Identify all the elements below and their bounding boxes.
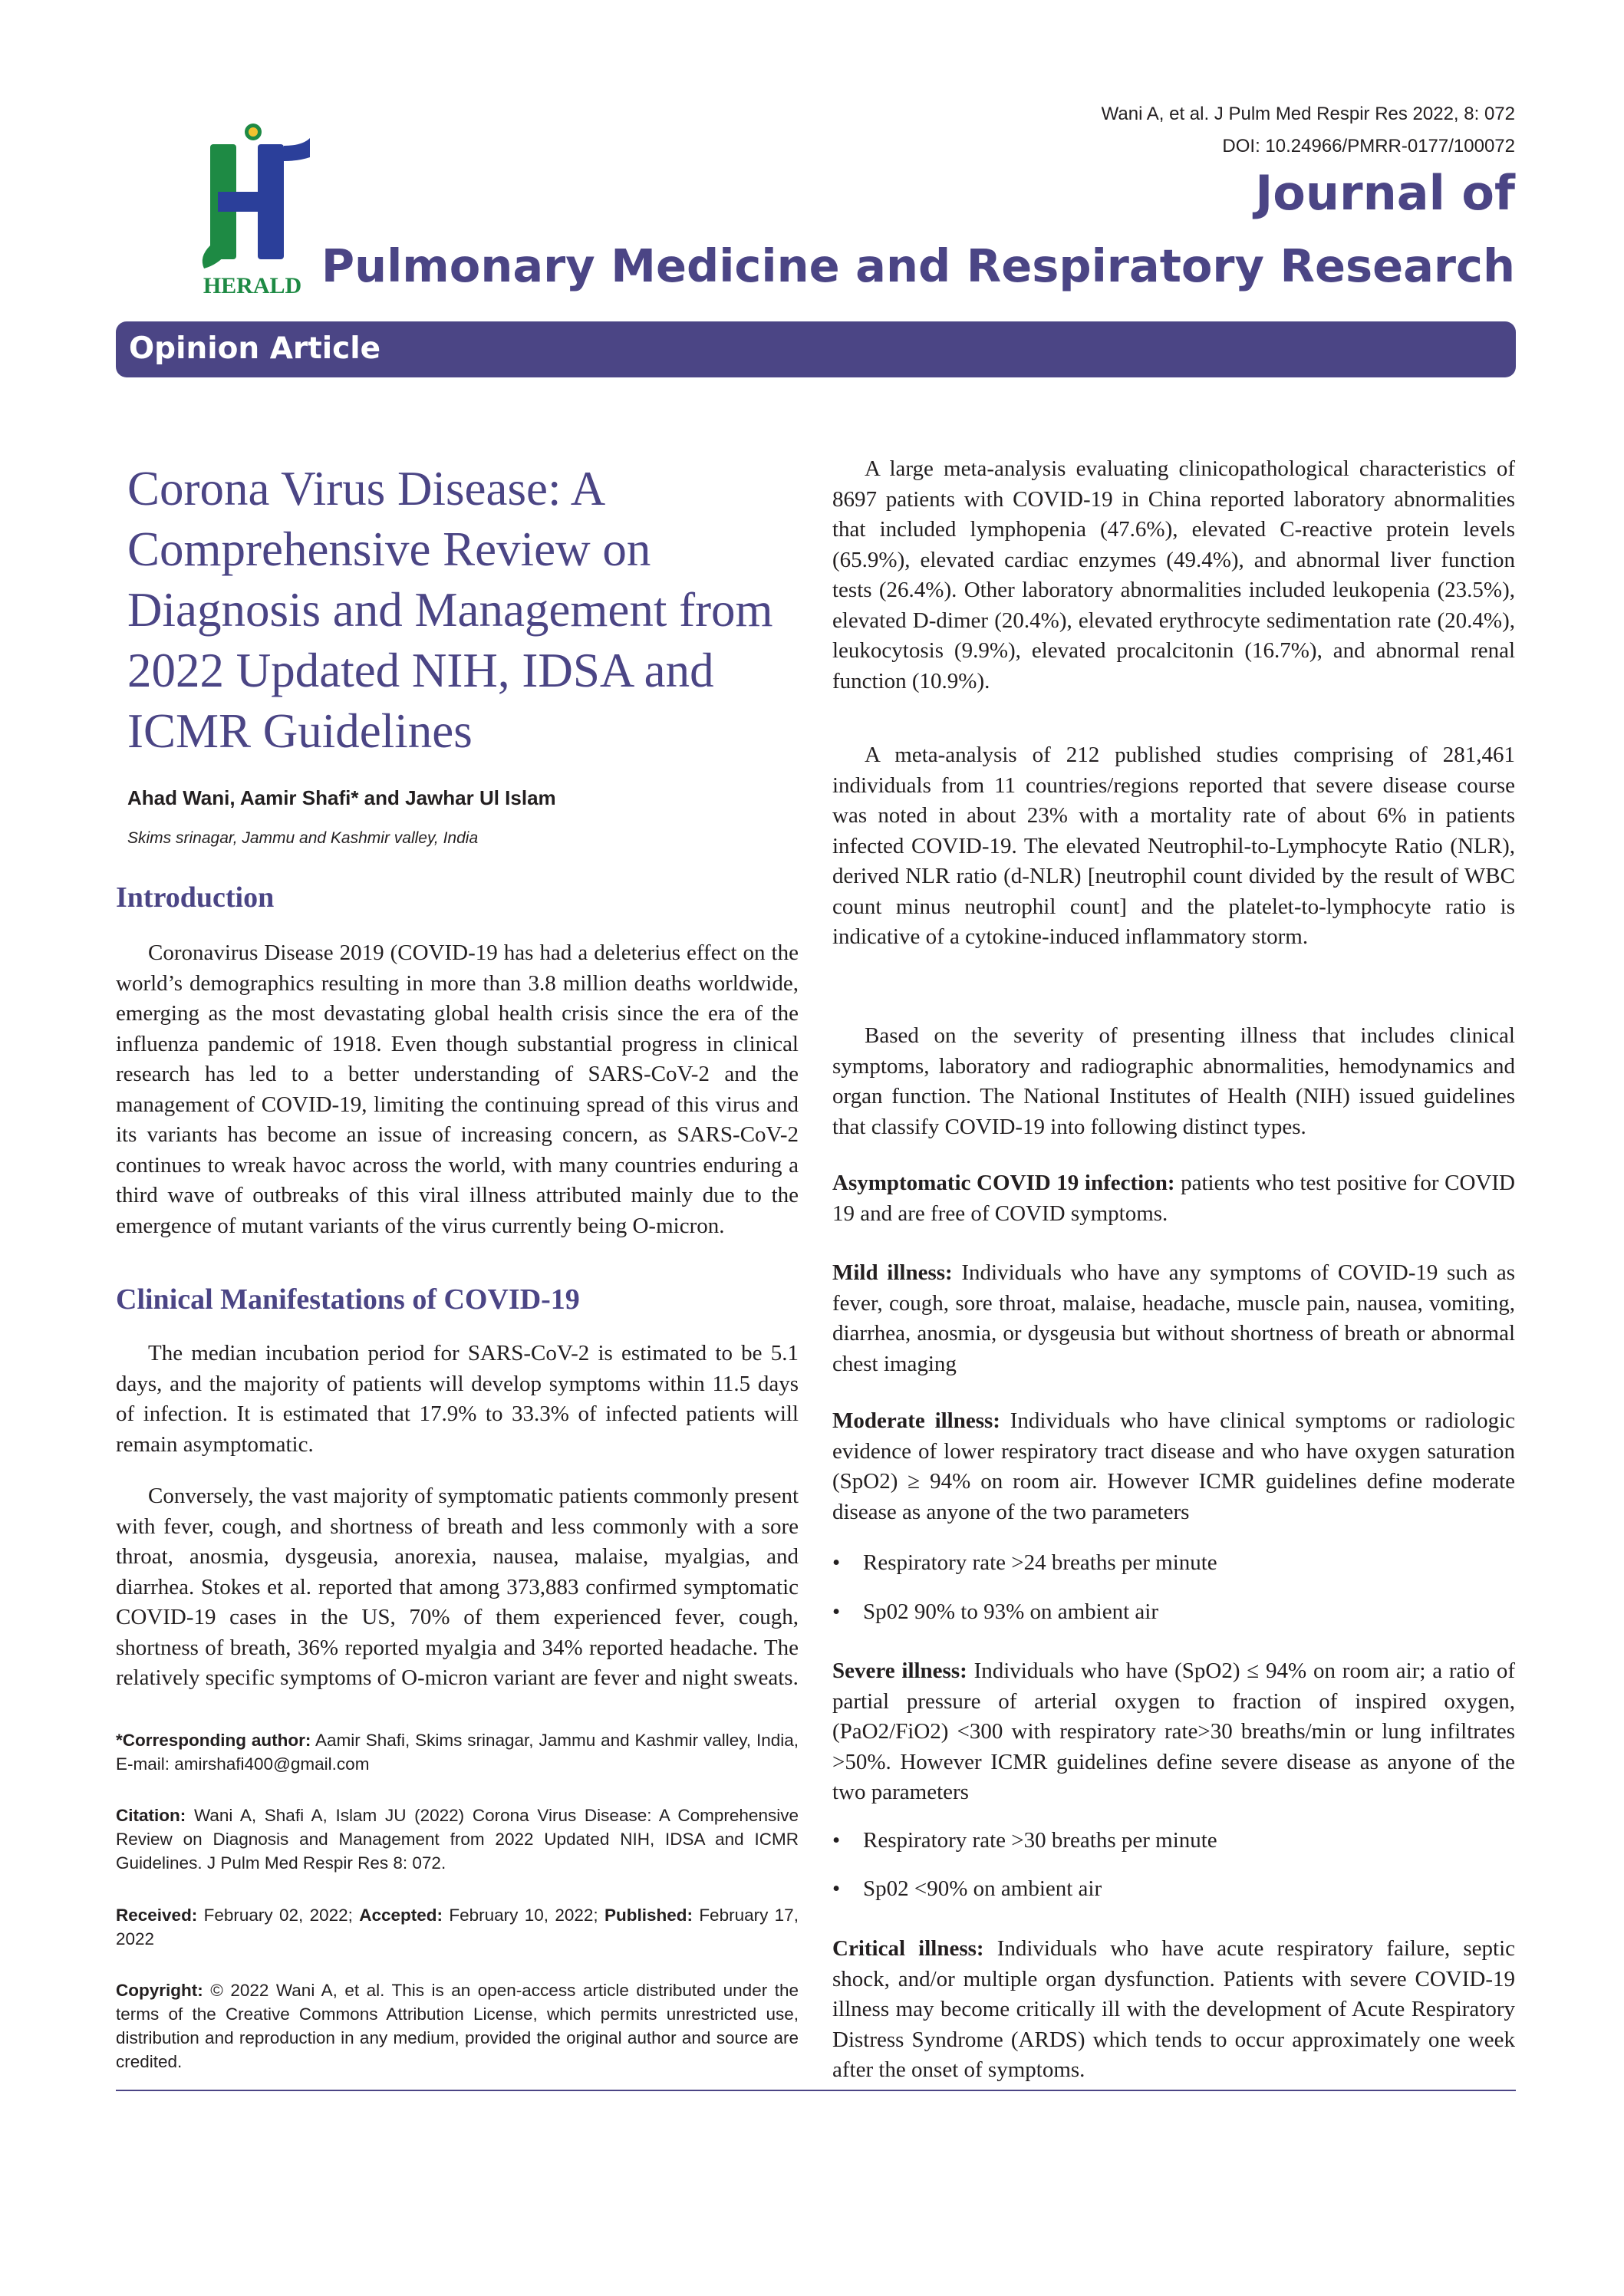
mild-illness-definition bbox=[832, 1258, 1515, 1379]
severe-text: Individuals who have (SpO2) ≤ 94% on room air; a ratio of partial pressure of arterial oxygen to fraction of inspired oxygen, (PaO2/FiO2) <300 with respiratory rate>30 breaths/min or lung infiltrates >50%. However ICMR guidelines define severe disease as anyone of the two parameters bbox=[832, 1659, 1515, 1804]
moderate-label: Moderate illness: bbox=[832, 1408, 1000, 1433]
corresponding-author-note bbox=[116, 1728, 799, 1776]
asymptomatic-text: patients who test positive for COVID 19 and are free of COVID symptoms. bbox=[832, 1171, 1516, 1226]
critical-label: Critical illness: bbox=[832, 1936, 984, 1961]
moderate-text: Individuals who have clinical symptoms or radiologic evidence of lower respiratory tract disease and who have oxygen saturation (SpO2) ≥ 94% on room air. However ICMR guidelines define moderate disease as anyone of the two parameters bbox=[832, 1408, 1515, 1524]
nih-classification-paragraph: Based on the severity of presenting illness that includes clinical symptoms, laboratory and radiographic abnormalities, hemodynamics and organ function. The National Institutes of Health (NIH) issued guidelines that classify COVID-19 into following distinct types. bbox=[832, 1023, 1515, 1139]
footer-divider bbox=[116, 2090, 1516, 2091]
journal-title-line2: Pulmonary Medicine and Respiratory Research bbox=[321, 239, 1515, 292]
asymptomatic-definition bbox=[832, 1168, 1515, 1229]
meta-analysis-paragraph: A meta-analysis of 212 published studies comprising of 281,461 individuals from 11 countries/regions reported that severe disease course was noted in about 23% with a mortality rate of about 6% in patients infected COVID-19. The elevated Neutrophil-to-Lymphocyte Ratio (NLR), derived NLR ratio (d-NLR) [neutrophil count divided by the result of WBC count minus neutrophil count] and the platelet-to-lymphocyte ratio is indicative of a cytokine-induced inflammatory storm. bbox=[832, 743, 1515, 949]
logo-wordmark: HERALD bbox=[203, 273, 302, 298]
clinical-manifestations-heading: Clinical Manifestations of COVID-19 bbox=[116, 1283, 580, 1316]
accepted-date: February 10, 2022; bbox=[449, 1906, 598, 1925]
mild-text: Individuals who have any symptoms of COVID-19 such as fever, cough, sore throat, malaise, headache, muscle pain, nausea, vomiting, diarrhea, anosmia, or dysgeusia but without shortness of breath or abnormal chest imaging bbox=[832, 1260, 1516, 1376]
severe-label: Severe illness: bbox=[832, 1659, 967, 1683]
copyright-text: © 2022 Wani A, et al. This is an open-access article distributed under the terms of the Creative Commons Attribution License, which permits unrestricted use, distribution and reproduction in any medium, provided the original author and source are credited. bbox=[116, 1981, 799, 2071]
introduction-heading: Introduction bbox=[116, 881, 275, 914]
received-date: February 02, 2022; bbox=[203, 1906, 353, 1925]
corresponding-label: *Corresponding author: bbox=[116, 1731, 311, 1750]
citation-text: Wani A, Shafi A, Islam JU (2022) Corona Virus Disease: A Comprehensive Review on Diagnosis and Management from 2022 Updated NIH, IDSA and ICMR Guidelines. J Pulm Med Respir Res 8: 072. bbox=[116, 1806, 799, 1873]
author-affiliation: Skims srinagar, Jammu and Kashmir valley, India bbox=[127, 829, 479, 847]
mild-label: Mild illness: bbox=[832, 1260, 953, 1285]
accepted-label: Accepted: bbox=[359, 1906, 443, 1925]
doi-link[interactable]: DOI: 10.24966/PMRR-0177/100072 bbox=[1222, 136, 1515, 156]
severe-bullet-text: Respiratory rate >30 breaths per minute bbox=[863, 1828, 1217, 1853]
asymptomatic-label: Asymptomatic COVID 19 infection: bbox=[832, 1171, 1175, 1195]
published-label: Published: bbox=[604, 1906, 693, 1925]
published-date: February 17, 2022 bbox=[116, 1906, 799, 1948]
article-type-label: Opinion Article bbox=[129, 331, 381, 366]
running-citation: Wani A, et al. J Pulm Med Respir Res 2022, 8: 072 bbox=[1101, 104, 1515, 124]
critical-illness-definition bbox=[832, 1934, 1515, 2086]
severe-bullet-text: Sp02 <90% on ambient air bbox=[863, 1876, 1102, 1901]
journal-title-line1: Journal of bbox=[1255, 165, 1515, 221]
lab-abnormalities-paragraph: A large meta-analysis evaluating clinicopathological characteristics of 8697 patients with COVID-19 in China reported laboratory abnormalities that included lymphopenia (47.6%), elevated C-reactive protein levels (65.9%), elevated cardiac enzymes (49.4%), and abnormal liver function tests (26.4%). Other laboratory abnormalities included leukopenia (23.5%), elevated D-dimer (20.4%), elevated erythrocyte sedimentation rate (20.4%), leukocytosis (9.9%), elevated procalcitonin (16.7%), and abnormal renal function (10.9%). bbox=[832, 456, 1515, 693]
clinical-paragraph-2: Conversely, the vast majority of symptomatic patients commonly present with fever, cough, and shortness of breath and less commonly with a sore throat, anosmia, dysgeusia, anorexia, nausea, malaise, myalgias, and diarrhea. Stokes et al. reported that among 373,883 confirmed symptomatic COVID-19 cases in the US, 70% of them experienced fever, cough, shortness of breath, 36% reported myalgia and 34% reported headache. The relatively specific symptoms of O-micron variant are fever and night sweats. bbox=[116, 1484, 799, 1690]
moderate-bullet-text: Respiratory rate >24 breaths per minute bbox=[863, 1550, 1217, 1575]
introduction-paragraph: Coronavirus Disease 2019 (COVID-19 has had a deleterius effect on the world’s demographics resulting in more than 3.8 million deaths worldwide, emerging as the most devastating global health crisis since the era of the influenza pandemic of 1918. Even though substantial progress in clinical research has led to a better understanding of SARS-CoV-2 and the management of COVID-19, limiting the continuing spread of this virus and its variants has become an issue of increasing concern, as SARS-CoV-2 continues to wreak havoc across the world, with many countries enduring a third wave of outbreaks of this viral illness attributed mainly due to the emergence of mutant variants of the virus currently being O-micron. bbox=[116, 940, 799, 1238]
citation-label: Citation: bbox=[116, 1806, 186, 1825]
dates-note bbox=[116, 1903, 799, 1951]
moderate-illness-definition bbox=[832, 1406, 1515, 1527]
moderate-bullet-text: Sp02 90% to 93% on ambient air bbox=[863, 1599, 1159, 1624]
author-list: Ahad Wani, Aamir Shafi* and Jawhar Ul Islam bbox=[127, 786, 556, 809]
copyright-label: Copyright: bbox=[116, 1981, 203, 2000]
clinical-paragraph-1: The median incubation period for SARS-CoV-2 is estimated to be 5.1 days, and the majority of patients will develop symptoms within 11.5 days of infection. It is estimated that 17.9% to 33.3% of infected patients will remain asymptomatic. bbox=[116, 1341, 799, 1457]
herald-logo bbox=[187, 115, 318, 299]
received-label: Received: bbox=[116, 1906, 198, 1925]
corresponding-text: Aamir Shafi, Skims srinagar, Jammu and Kashmir valley, India, E-mail: amirshafi400@gmail.com bbox=[116, 1731, 799, 1774]
severe-illness-definition bbox=[832, 1656, 1515, 1808]
critical-text: Individuals who have acute respiratory failure, septic shock, and/or multiple organ dysfunction. Patients with severe COVID-19 illness may become critically ill with the development of Acute Respiratory Distress Syndrome (ARDS) which tends to occur approximately one week after the onset of symptoms. bbox=[832, 1936, 1515, 2082]
article-title: Corona Virus Disease: A Comprehensive Review on Diagnosis and Management from 2022 Updated NIH, IDSA and ICMR Guidelines bbox=[127, 462, 773, 758]
copyright-note bbox=[116, 1978, 799, 2074]
citation-note bbox=[116, 1804, 799, 1875]
